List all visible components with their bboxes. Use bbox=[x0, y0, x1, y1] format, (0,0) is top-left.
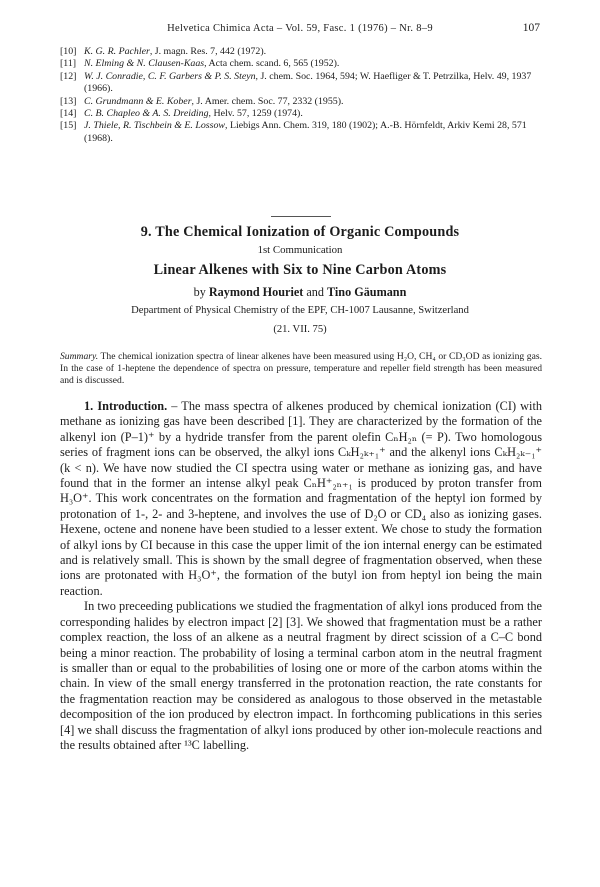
reference-citation: , Liebigs Ann. Chem. 319, 180 (1902); A.-B. Hörnfeldt, Arkiv Kemi 28, 571 (1968). bbox=[84, 120, 527, 144]
reference-authors: K. G. R. Pachler bbox=[84, 46, 150, 57]
reference-number: [10] bbox=[60, 46, 77, 57]
reference-list bbox=[60, 46, 542, 145]
section-heading: 1. Introduction. bbox=[84, 399, 168, 413]
paragraph: In two preceeding publications we studied the fragmentation of alkyl ions produced from the corresponding halides by electron impact [2] [3]. We showed that fragmentation must be a rather complex reaction, the loss of an alkene as a neutral fragment by direct scission of a C–C bond being a minor reaction. The probability of losing a terminal carbon atom in the neutral fragment is smaller than or equal to the probabilities of losing one or more of the carbon atoms within the chain. In view of the small energy transferred in the protonation reaction, the rate constants for the fragmentation reaction may be considered as analogous to those observed in the metastable decomposition of the ion produced by electron impact. In forthcoming publications in this series [4] we shall discuss the fragmentation of alkyl ions produced by other ion-molecule reactions and the results obtained after ¹³C labelling. bbox=[60, 599, 542, 752]
summary bbox=[60, 351, 542, 388]
reference-citation: , Acta chem. scand. 6, 565 (1952). bbox=[204, 58, 340, 70]
reference-number: [15] bbox=[60, 120, 77, 132]
reference-authors: C. B. Chapleo & A. S. Dreiding bbox=[84, 108, 209, 120]
reference-citation: , J. chem. Soc. 1964, 594; W. Haefliger & T. Petrzilka, Helv. 49, 1937 (1966). bbox=[84, 70, 532, 95]
page-number: 107 bbox=[522, 22, 540, 34]
body-text bbox=[60, 399, 542, 753]
summary-label: Summary. bbox=[60, 351, 99, 362]
reference-item bbox=[60, 120, 542, 145]
reference-item bbox=[60, 108, 542, 120]
reference-item bbox=[60, 46, 542, 58]
running-title: Helvetica Chimica Acta – Vol. 59, Fasc. 1 (1976) – Nr. 8–9 bbox=[167, 23, 433, 34]
article-subtitle: Linear Alkenes with Six to Nine Carbon Atoms bbox=[153, 262, 447, 278]
reference-authors: C. Grundmann & E. Kober bbox=[84, 95, 192, 107]
and-word: and bbox=[306, 285, 324, 299]
reference-item bbox=[60, 58, 542, 70]
paragraph bbox=[60, 399, 542, 599]
reference-citation: , J. Amer. chem. Soc. 77, 2332 (1955). bbox=[191, 95, 344, 107]
author-name: Raymond Houriet bbox=[208, 285, 304, 299]
communication-label: 1st Communication bbox=[257, 244, 343, 256]
reference-number: [12] bbox=[60, 70, 77, 82]
summary-text: The chemical ionization spectra of linear alkenes have been measured using H₂O, CH₄ or CD₃OD as ionizing gas. In the case of 1-heptene the dependence of spectra on pressure, temperature and repeller field strength has been measured and is discussed. bbox=[60, 351, 542, 387]
reference-number: [11] bbox=[60, 58, 77, 70]
paragraph-text: – The mass spectra of alkenes produced by chemical ionization (CI) with methane as ionizing gas have been described [1]. They are characterized by the formation of the alkenyl ion (P–1)⁺ by a hydride transfer from the parent olefin CₙH₂ₙ (= P). Two homologous series of fragment ions can be observed, the alkyl ions CₖH₂ₖ₊₁⁺ and the alkenyl ions CₖH₂ₖ₋₁⁺ (k < n). We have now studied the CI spectra using water or methane as ionizing gas, and have found that in the former an intense alkyl peak CₙH⁺₂ₙ₊₁ is produced by proton transfer from H₃O⁺. This work concentrates on the formation and fragmentation of the heptyl ion formed by protonation of 1-, 2- and 3-heptene, and involves the use of D₂O or CD₄ also as ionizing gases. Hexene, octene and nonene have been studied to a lesser extent. We chose to study the formation of alkyl ions by CI because in this case the upper limit of the ion internal energy can be estimated and is relatively small. This is shown by the small degree of fragmentation observed, when these ions are protonated with H₃O⁺, the formation of the butyl ion from heptyl ion being the main reaction. bbox=[60, 399, 543, 598]
running-header bbox=[60, 22, 540, 38]
reference-citation: , Helv. 57, 1259 (1974). bbox=[208, 108, 303, 120]
author-name: Tino Gäumann bbox=[327, 285, 407, 299]
by-word: by bbox=[193, 285, 206, 299]
reference-item bbox=[60, 71, 542, 96]
section-divider bbox=[271, 216, 331, 217]
reference-authors: N. Elming & N. Clausen-Kaas bbox=[84, 58, 205, 70]
article-title: 9. The Chemical Ionization of Organic Compounds bbox=[140, 224, 460, 240]
affiliation: Department of Physical Chemistry of the EPF, CH-1007 Lausanne, Switzerland bbox=[131, 305, 469, 316]
reference-item bbox=[60, 96, 542, 108]
reference-authors: J. Thiele, R. Tischbein & E. Lossow bbox=[84, 120, 225, 132]
received-date: (21. VII. 75) bbox=[273, 324, 327, 335]
reference-number: [14] bbox=[60, 108, 77, 120]
reference-authors: W. J. Conradie, C. F. Garbers & P. S. Steyn bbox=[84, 70, 256, 82]
reference-citation: , J. magn. Res. 7, 442 (1972). bbox=[149, 46, 267, 57]
author-line bbox=[40, 285, 560, 300]
reference-number: [13] bbox=[60, 95, 77, 107]
